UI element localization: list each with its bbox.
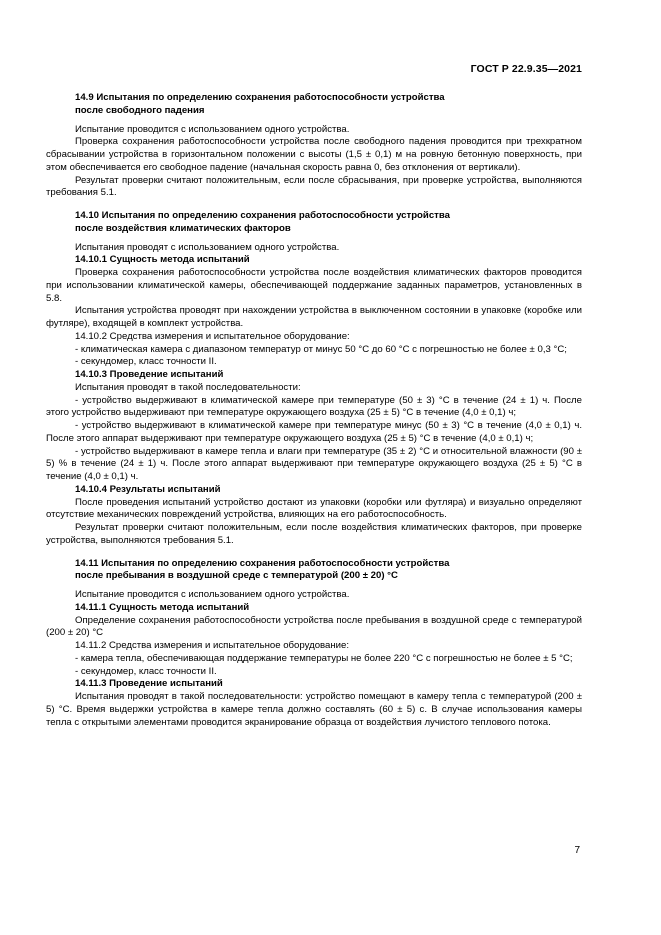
list-item: - секундомер, класс точности II. xyxy=(75,665,217,677)
section-14-9-title-line-2: после свободного падения xyxy=(75,104,205,116)
list-item: - секундомер, класс точности II. xyxy=(75,356,217,368)
subsection-heading: 14.11.1 Сущность метода испытаний xyxy=(75,601,250,613)
paragraph: Испытания проводят в такой последовательности: устройство помещают в камеру тепла с температурой (200 ± 5) °С. Время выдержки устройства в камере тепла должно составлять (60 ± 5) с. В случае использования камеры тепла с открытыми элементами проводится экранирование образца от воздействия лучистого теплового потока. xyxy=(46,691,582,728)
section-14-10-title-line-2: после воздействия климатических факторов xyxy=(75,222,291,234)
list-item: - камера тепла, обеспечивающая поддержание температуры не более 220 °С с погрешностью не более ± 5 °С; xyxy=(75,652,573,664)
paragraph: Определение сохранения работоспособности устройства после пребывания в воздушной среде с температурой (200 ± 20) °С xyxy=(46,614,582,639)
paragraph: Результат проверки считают положительным, если после воздействия климатических факторов, при проверке устройства, выполняются требования 5.1. xyxy=(46,522,582,546)
paragraph: Испытание проводится с использованием одного устройства. xyxy=(75,123,350,135)
standard-header: ГОСТ Р 22.9.35—2021 xyxy=(470,63,582,75)
paragraph: Проверка сохранения работоспособности устройства после свободного падения проводится при трехкратном сбрасывании устройства в горизонтальном положении с высоты (1,5 ± 0,1) м на ровную бетонную поверхность, при этом обеспечивается его свободное падение (начальная скорость равна 0, без отклонения от вертикали). xyxy=(46,136,582,173)
paragraph: После проведения испытаний устройство достают из упаковки (коробки или футляра) и визуально определяют отсутствие механических повреждений устройства, влияющих на его работоспособность. xyxy=(46,496,582,521)
document-body xyxy=(46,92,582,729)
paragraph: 14.11.2 Средства измерения и испытательное оборудование: xyxy=(75,640,350,651)
subsection-heading: 14.10.3 Проведение испытаний xyxy=(75,369,224,380)
section-14-11-title-line-1: 14.11 Испытания по определению сохранения работоспособности устройства xyxy=(75,557,450,569)
list-item: - климатическая камера с диапазоном температур от минус 50 °С до 60 °С с погрешностью не более ± 0,3 °С; xyxy=(75,343,567,355)
paragraph: Испытание проводится с использованием одного устройства. xyxy=(75,589,350,600)
paragraph: Испытания проводят в такой последовательности: xyxy=(75,381,301,393)
section-14-9-title-line-1: 14.9 Испытания по определению сохранения работоспособности устройства xyxy=(75,92,445,103)
subsection-heading: 14.10.4 Результаты испытаний xyxy=(75,483,221,495)
paragraph: 14.10.2 Средства измерения и испытательное оборудование: xyxy=(75,330,350,342)
list-item: - устройство выдерживают в камере тепла и влаги при температуре (35 ± 2) °С и относительной влажности (90 ± 5) % в течение (24 ± 1) ч. После этого аппарат выдерживают при температуре окружающего воздуха (25 ± 5) °С в течение (4,0 ± 0,1) ч. xyxy=(46,445,582,482)
paragraph: Испытания устройства проводят при нахождении устройства в выключенном состоянии в упаковке (коробке или футляре), входящей в комплект устройства. xyxy=(46,305,582,329)
list-item: - устройство выдерживают в климатической камере при температуре минус (50 ± 3) °С в течение (4,0 ± 0,1) ч. После этого аппарат выдерживают при температуре окружающего воздуха (25 ± 5) °С в течение (4,0 ± 0,1) ч; xyxy=(46,420,582,444)
subsection-heading: 14.11.3 Проведение испытаний xyxy=(75,678,223,690)
subsection-heading: 14.10.1 Сущность метода испытаний xyxy=(75,254,250,266)
section-14-10-title-line-1: 14.10 Испытания по определению сохранения работоспособности устройства xyxy=(75,210,450,221)
paragraph: Результат проверки считают положительным, если после сбрасывания, при проверке устройства, выполняются требования 5.1. xyxy=(46,174,582,199)
page-number: 7 xyxy=(574,845,580,856)
list-item: - устройство выдерживают в климатической камере при температуре (50 ± 3) °С в течение (24 ± 1) ч. После этого устройство выдерживают при температуре окружающего воздуха (25 ± 5) °С в течение (4,0 ± 0,1) ч; xyxy=(46,394,582,419)
paragraph: Проверка сохранения работоспособности устройства после воздействия климатических факторов проводится при использовании климатической камеры, обеспечивающей поддержание заданных параметров, установленных в 5.8. xyxy=(46,267,582,304)
section-14-11-title-line-2: после пребывания в воздушной среде с температурой (200 ± 20) °С xyxy=(75,570,398,582)
paragraph: Испытания проводят с использованием одного устройства. xyxy=(75,241,340,253)
